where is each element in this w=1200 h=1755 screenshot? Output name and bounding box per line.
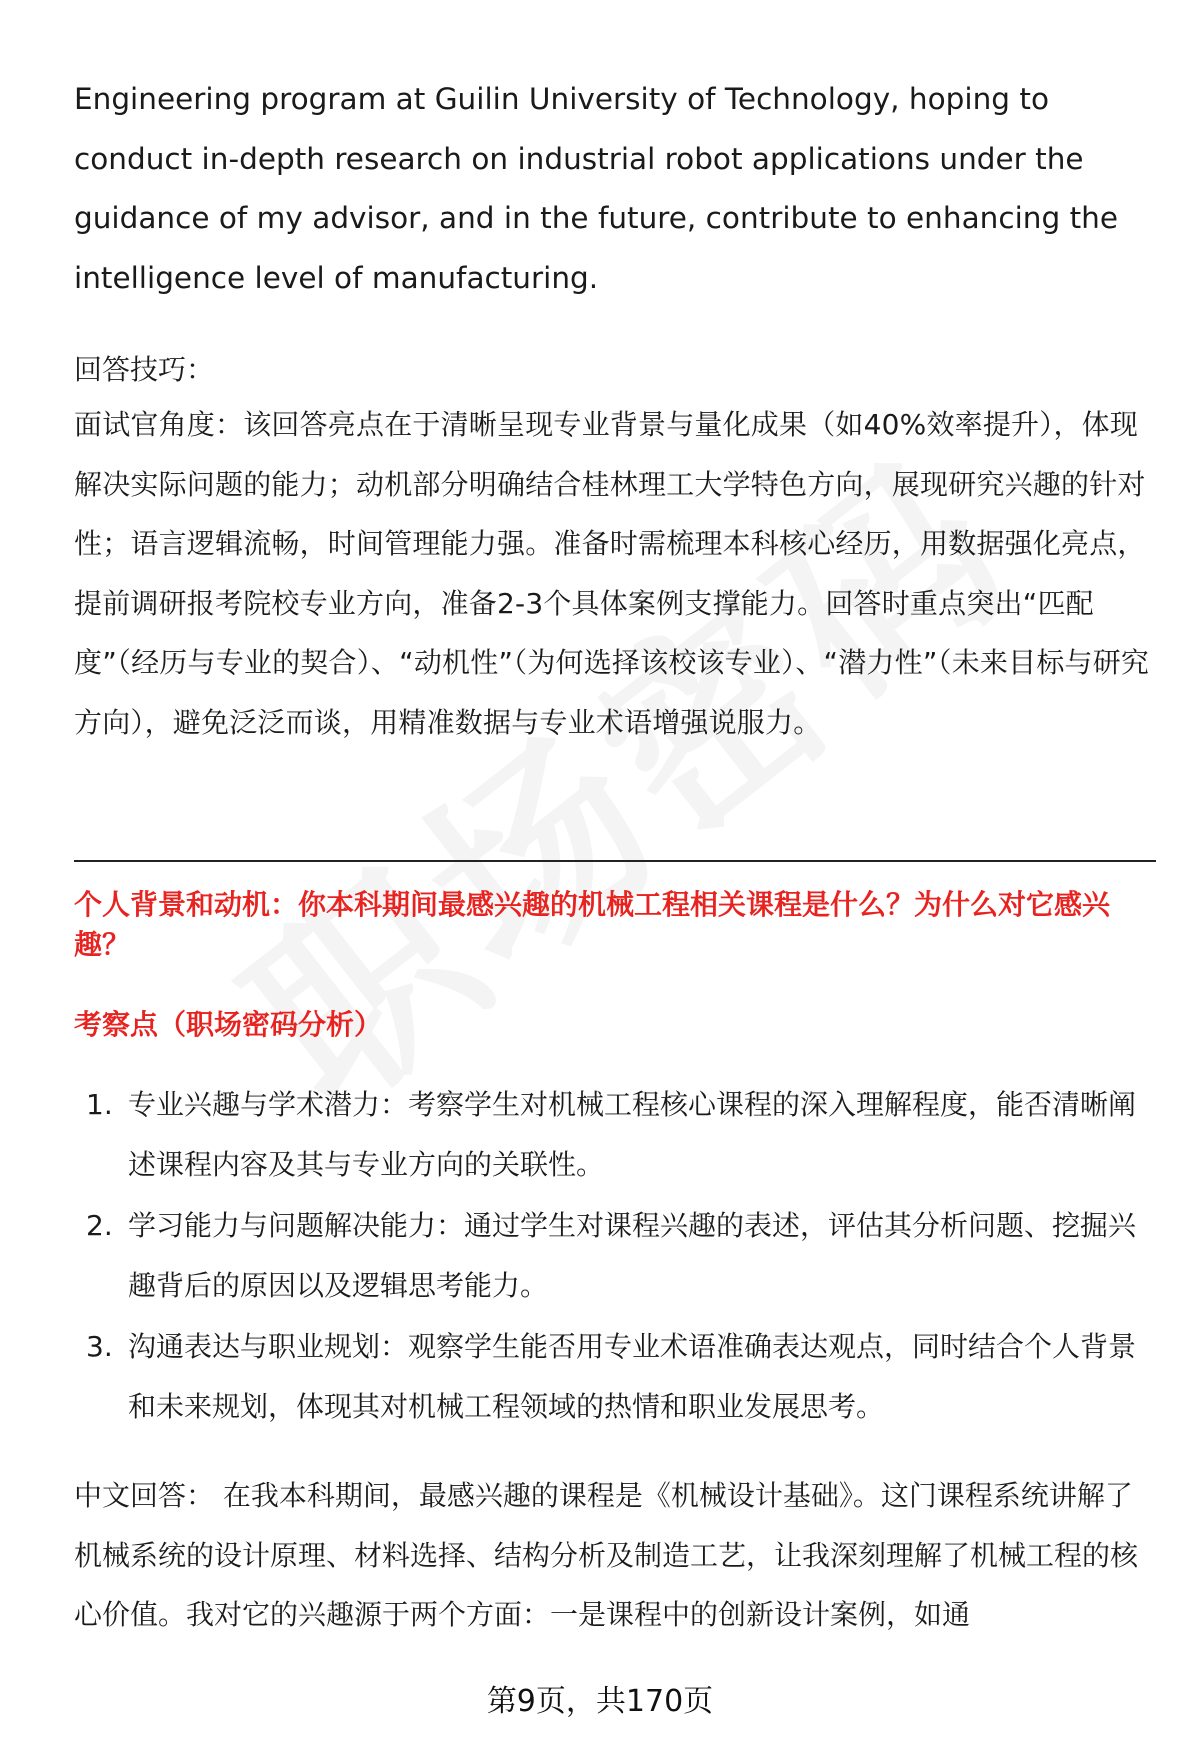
chinese-answer-paragraph: 中文回答： 在我本科期间，最感兴趣的课程是《机械设计基础》。这门课程系统讲解了机械系统的设计原理、材料选择、结构分析及制造工艺，让我深刻理解了机械工程的核心价值。我对它的兴趣源于两个方面：一是课程中的创新设计案例，如通 xyxy=(74,1479,1139,1631)
list-item-number: 1. xyxy=(86,1088,113,1121)
assessment-points-heading: 考察点（职场密码分析） xyxy=(74,1008,383,1041)
section-divider xyxy=(74,860,1156,862)
list-item xyxy=(74,1196,1154,1315)
list-item-text: 专业兴趣与学术潜力：考察学生对机械工程核心课程的深入理解程度，能否清晰阐述课程内容及其与专业方向的关联性。 xyxy=(128,1088,1137,1181)
tips-label: 回答技巧： xyxy=(74,353,215,386)
list-item-text: 学习能力与问题解决能力：通过学生对课程兴趣的表述，评估其分析问题、挖掘兴趣背后的原因以及逻辑思考能力。 xyxy=(128,1209,1137,1302)
english-answer-paragraph: Engineering program at Guilin University of Technology, hoping to conduct in-depth research on industrial robot applications under the guidance of my advisor, and in the future, contribute to enhancing the intelligence level of manufacturing. xyxy=(74,82,1118,295)
list-item-number: 2. xyxy=(86,1209,113,1242)
list-item-number: 3. xyxy=(86,1330,113,1363)
list-item xyxy=(74,1317,1154,1436)
list-item xyxy=(74,1075,1154,1194)
tips-body: 面试官角度：该回答亮点在于清晰呈现专业背景与量化成果（如40%效率提升），体现解决实际问题的能力；动机部分明确结合桂林理工大学特色方向，展现研究兴趣的针对性；语言逻辑流畅，时间管理能力强。准备时需梳理本科核心经历，用数据强化亮点，提前调研报考院校专业方向，准备2-3个具体案例支撑能力。回答时重点突出“匹配度”（经历与专业的契合）、“动机性”（为何选择该校该专业）、“潜力性”（未来目标与研究方向），避免泛泛而谈，用精准数据与专业术语增强说服力。 xyxy=(74,408,1150,739)
page-number: 第9页，共170页 xyxy=(486,1684,714,1719)
assessment-points-list xyxy=(74,1075,1154,1436)
list-item-text: 沟通表达与职业规划：观察学生能否用专业术语准确表达观点，同时结合个人背景和未来规划，体现其对机械工程领域的热情和职业发展思考。 xyxy=(128,1330,1137,1423)
question-heading: 个人背景和动机：你本科期间最感兴趣的机械工程相关课程是什么？为什么对它感兴趣？ xyxy=(74,888,1111,961)
